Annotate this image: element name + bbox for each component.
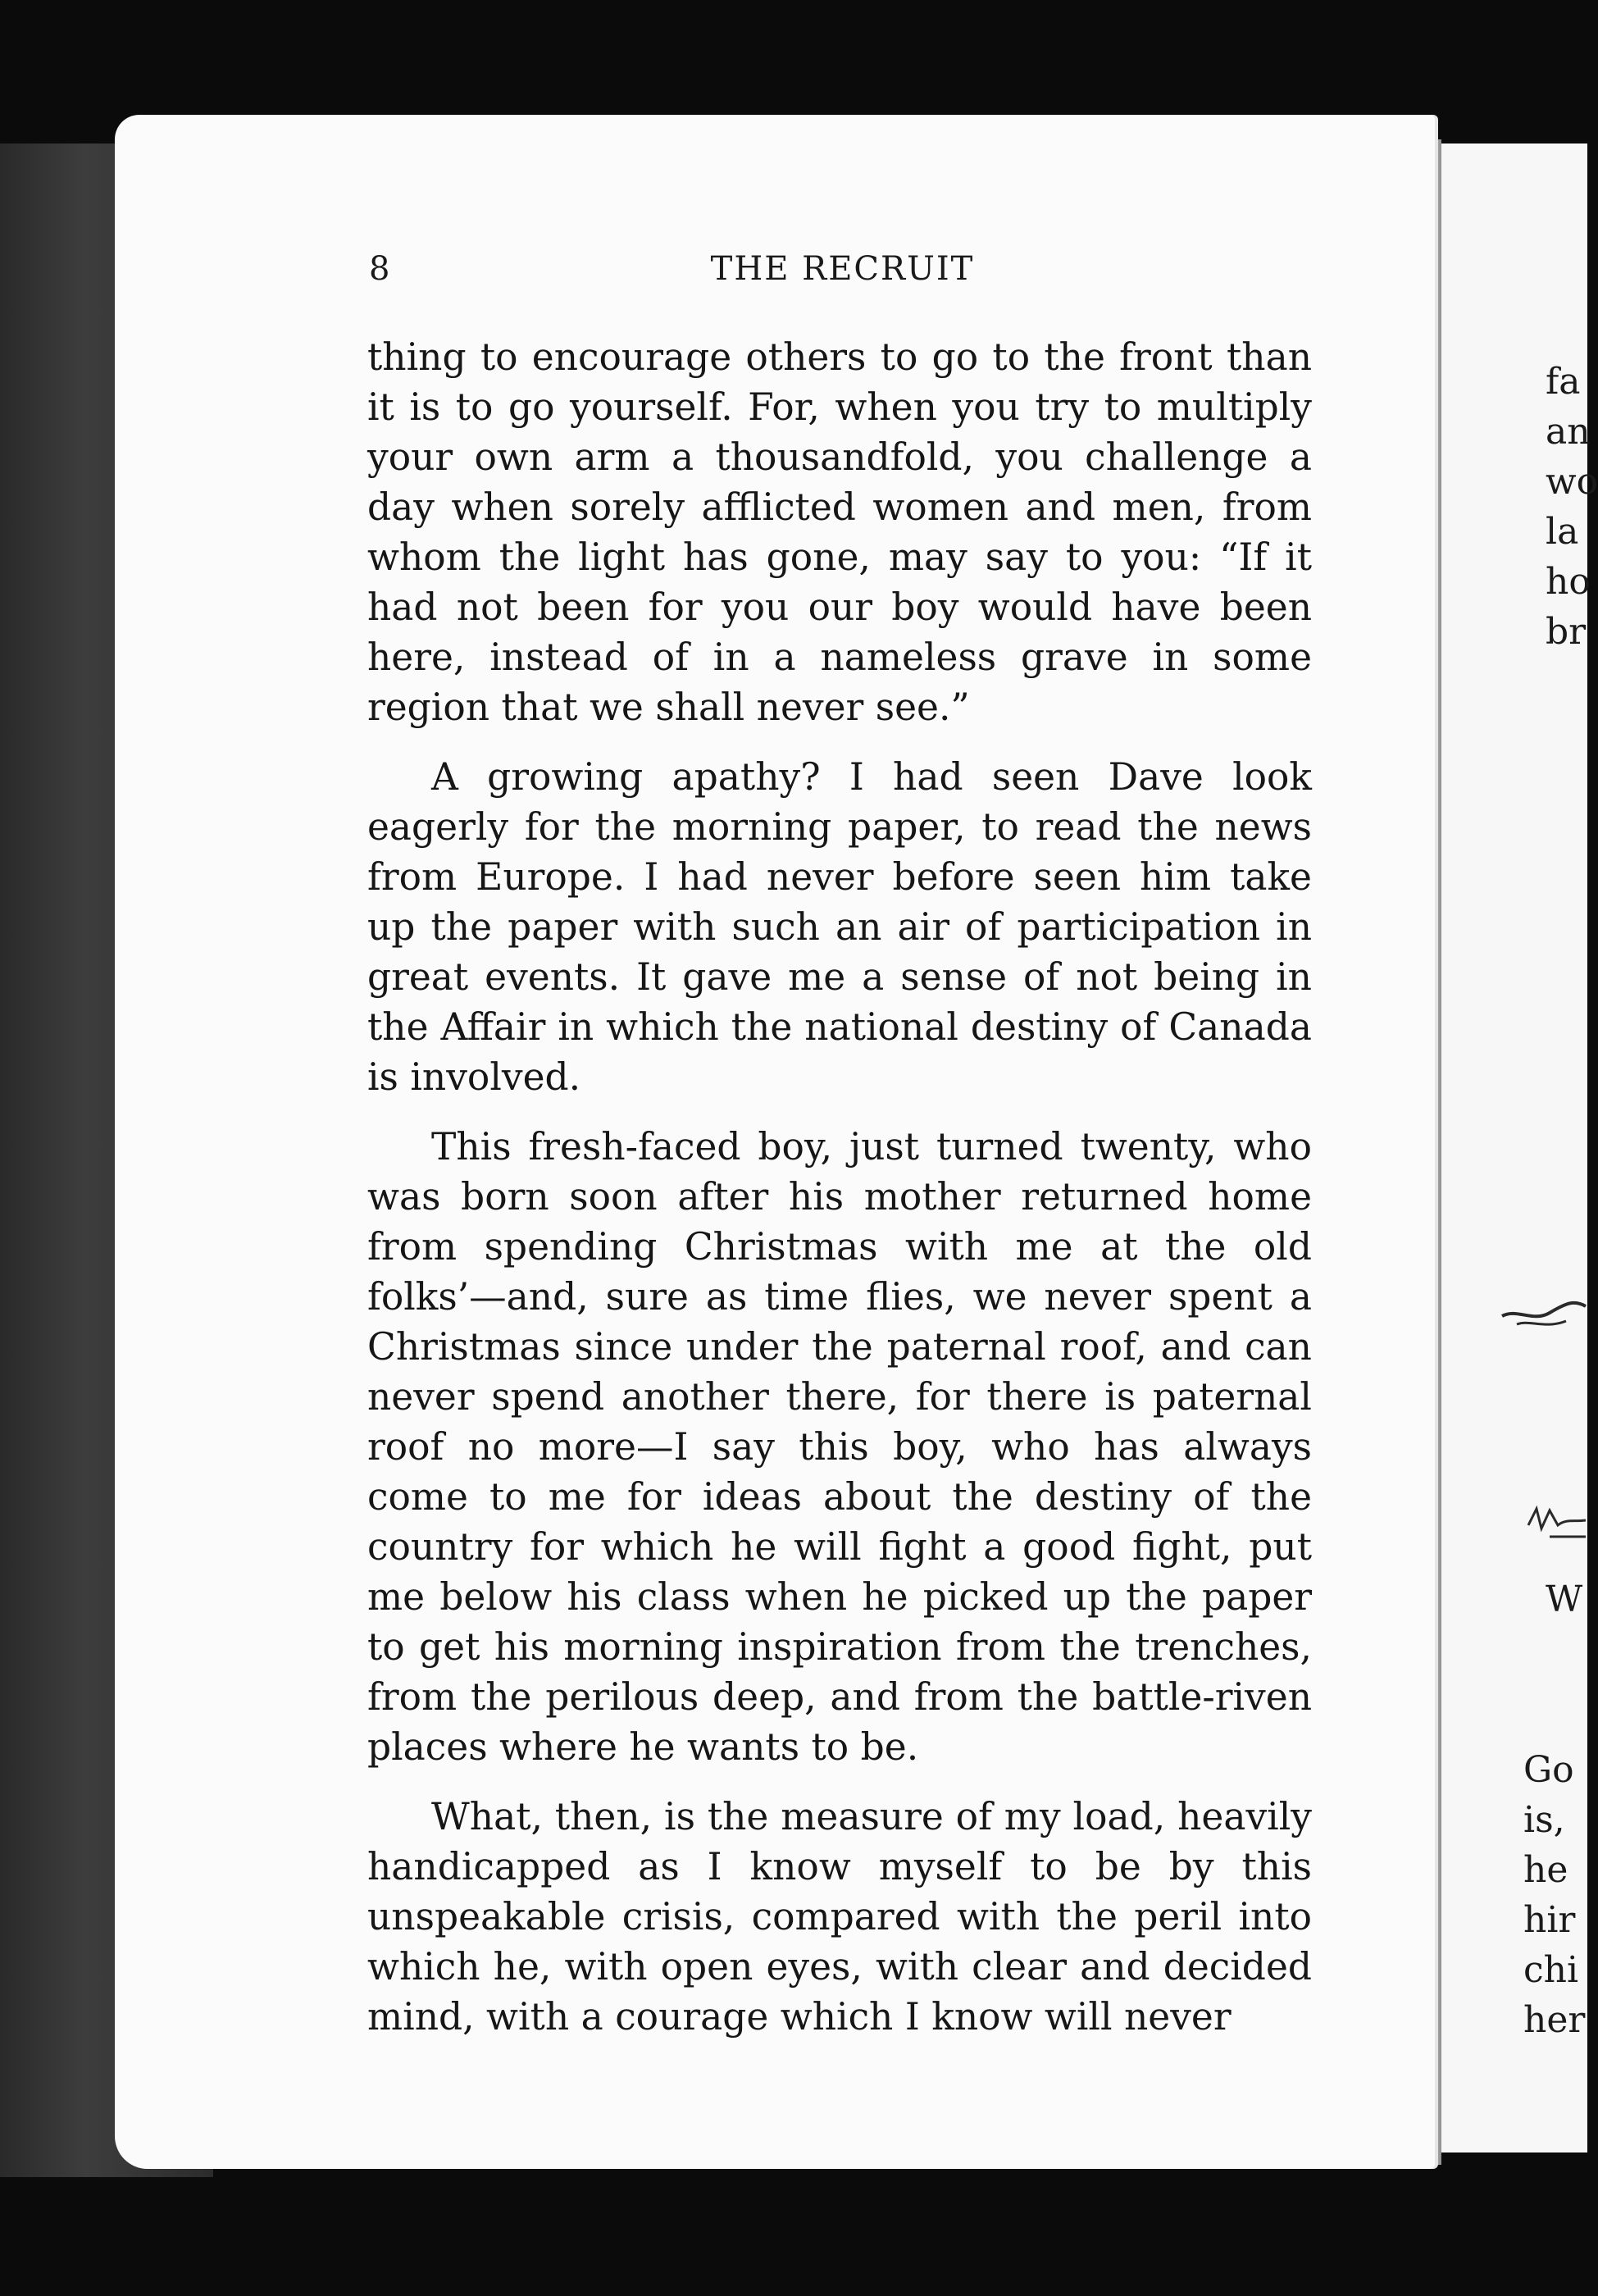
facing-page-fragment: her: [1523, 1999, 1586, 2041]
facing-page-fragment: hir: [1523, 1899, 1576, 1941]
signature-scribble: [1500, 1283, 1587, 1332]
facing-page-fragment: fa: [1546, 361, 1581, 403]
facing-page-fragment: la: [1546, 511, 1579, 553]
page-header: [369, 250, 1316, 299]
facing-page-fragment: an: [1546, 411, 1591, 453]
paragraph: thing to encourage others to go to the front than it is to go yourself. For, when you try to multiply your own arm a thousandfold, you challenge a day when sorely afflicted women and men, from whom the light has gone, may say to you: “If it had not been for you our boy would have been here, instead of in a nameless grave in some region that we shall never see.”: [367, 335, 1312, 729]
facing-page-fragment: W: [1546, 1578, 1583, 1620]
facing-page-fragment: wo: [1546, 461, 1598, 503]
body-text: [367, 332, 1312, 2061]
paragraph: This fresh-faced boy, just turned twenty, who was born soon after his mother returned home from spending Christmas with me at the old folks’—and, sure as time flies, we never spent a Christmas since under the paternal roof, and can never spend another there, for there is paternal roof no more—I say this boy, who has always come to me for ideas about the destiny of the country for which he will fight a good fight, put me below his class when he picked up the paper to get his morning inspiration from the trenches, from the perilous deep, and from the battle-riven places where he wants to be.: [367, 1125, 1312, 1769]
page-number: 8: [369, 250, 390, 288]
facing-page-fragment: Go: [1523, 1749, 1574, 1791]
signature-scribble: [1525, 1501, 1587, 1542]
facing-page-fragment: is,: [1523, 1799, 1565, 1841]
paragraph: What, then, is the measure of my load, heavily handicapped as I know myself to be by this unspeakable crisis, compared with the peril into which he, with open eyes, with clear and decided mind, with a courage which I know will never: [367, 1795, 1312, 2039]
facing-page-fragment: chi: [1523, 1949, 1579, 1991]
facing-page-fragment: ho: [1546, 561, 1591, 603]
running-title: THE RECRUIT: [710, 250, 975, 288]
facing-page-fragment: br: [1546, 611, 1587, 653]
facing-page-fragment: he: [1523, 1849, 1568, 1891]
paragraph: A growing apathy? I had seen Dave look eagerly for the morning paper, to read the news from Europe. I had never before seen him take up the paper with such an air of participation in great events. It gave me a sense of not being in the Affair in which the national destiny of Canada is involved.: [367, 755, 1312, 1099]
